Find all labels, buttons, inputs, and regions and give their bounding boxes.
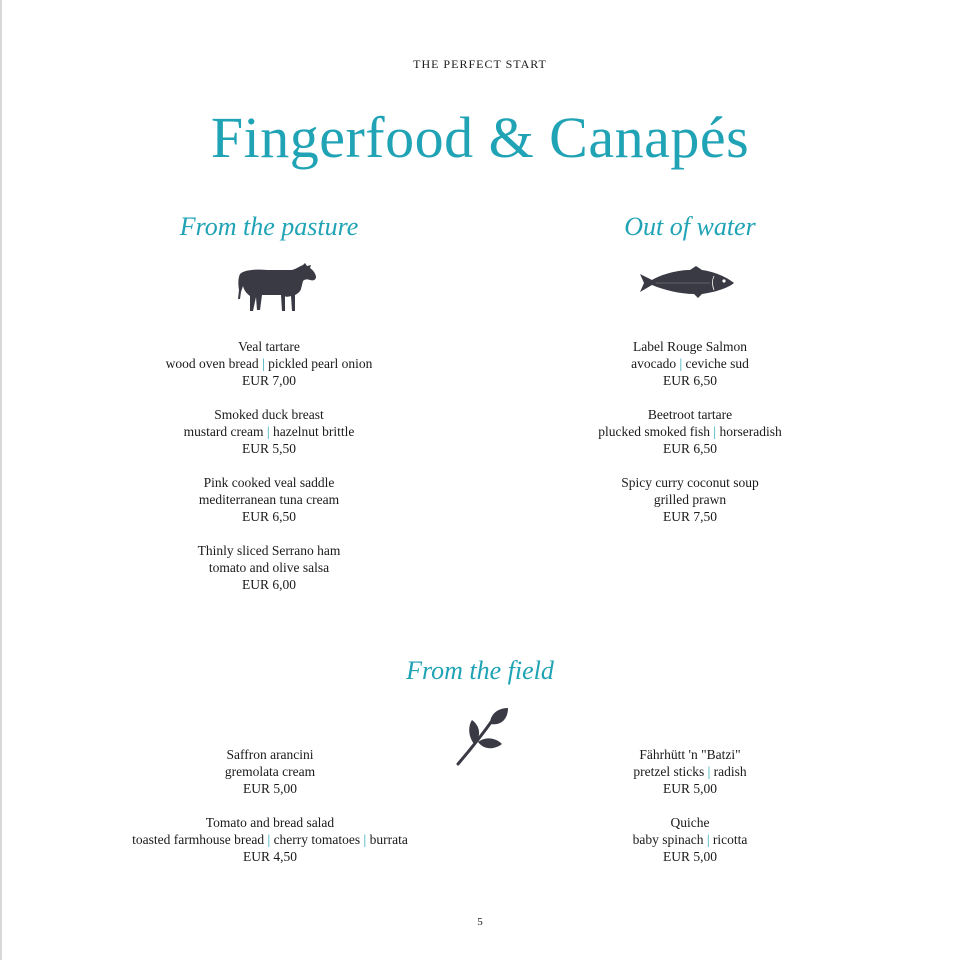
dish-price: EUR 5,00 [243, 781, 297, 796]
dish-side: pretzel sticks [633, 764, 705, 779]
dish-side: cherry tomatoes [273, 832, 361, 847]
dish-item [530, 474, 850, 525]
dish-sides [109, 355, 429, 372]
dish-name: Smoked duck breast [214, 407, 324, 422]
dish-sides [109, 491, 429, 508]
dish-name: Fährhütt 'n "Batzi" [639, 747, 741, 762]
dish-name: Thinly sliced Serrano ham [197, 543, 341, 558]
dish-price: EUR 7,00 [242, 373, 296, 388]
dish-sides [530, 763, 850, 780]
side-separator: | [704, 764, 714, 779]
dish-item [109, 474, 429, 525]
side-separator: | [360, 832, 370, 847]
dish-name: Pink cooked veal saddle [203, 475, 335, 490]
side-separator: | [263, 424, 273, 439]
dish-name: Beetroot tartare [647, 407, 733, 422]
dish-side: avocado [631, 356, 677, 371]
dish-sides [530, 355, 850, 372]
pasture-dish-list [109, 338, 429, 610]
dish-price: EUR 4,50 [243, 849, 297, 864]
side-separator: | [258, 356, 269, 371]
dish-side: grilled prawn [653, 492, 727, 507]
dish-item [109, 406, 429, 457]
dish-side: gremolata cream [224, 764, 316, 779]
dish-side: burrata [369, 832, 408, 847]
dish-side: horseradish [719, 424, 782, 439]
page-number: 5 [477, 916, 483, 928]
dish-sides [109, 559, 429, 576]
dish-side: toasted farmhouse bread [132, 832, 265, 847]
dish-item [530, 338, 850, 389]
dish-side: radish [713, 764, 747, 779]
dish-sides [530, 831, 850, 848]
dish-item [530, 746, 850, 797]
dish-side: ricotta [712, 832, 748, 847]
dish-item [109, 542, 429, 593]
dish-price: EUR 5,50 [242, 441, 296, 456]
dish-item [530, 406, 850, 457]
dish-side: hazelnut brittle [272, 424, 355, 439]
dish-side: plucked smoked fish [598, 424, 711, 439]
side-separator: | [264, 832, 274, 847]
side-separator: | [710, 424, 720, 439]
field-left-dish-list [100, 746, 440, 882]
dish-side: mediterranean tuna cream [198, 492, 340, 507]
dish-side: ceviche sud [685, 356, 749, 371]
section-title-water: Out of water [624, 212, 756, 241]
dish-item [100, 814, 440, 865]
dish-name: Spicy curry coconut soup [621, 475, 759, 490]
section-title-pasture: From the pasture [179, 212, 359, 241]
dish-sides [100, 763, 440, 780]
dish-price: EUR 6,50 [242, 509, 296, 524]
page-title: Fingerfood & Canapés [210, 105, 750, 170]
cow-icon [234, 262, 318, 314]
page-eyebrow: THE PERFECT START [413, 57, 547, 71]
dish-price: EUR 7,50 [663, 509, 717, 524]
dish-side: mustard cream [183, 424, 264, 439]
water-dish-list [530, 338, 850, 542]
dish-sides [530, 423, 850, 440]
dish-name: Veal tartare [238, 339, 300, 354]
dish-name: Tomato and bread salad [205, 815, 335, 830]
fish-icon [638, 264, 736, 302]
dish-price: EUR 6,50 [663, 373, 717, 388]
dish-sides [109, 423, 429, 440]
dish-price: EUR 5,00 [663, 781, 717, 796]
dish-sides [530, 491, 850, 508]
dish-price: EUR 6,00 [242, 577, 296, 592]
dish-price: EUR 6,50 [663, 441, 717, 456]
dish-item [100, 746, 440, 797]
dish-item [530, 814, 850, 865]
field-right-dish-list [530, 746, 850, 882]
dish-name: Quiche [670, 815, 710, 830]
dish-side: tomato and olive salsa [208, 560, 330, 575]
dish-name: Saffron arancini [226, 747, 314, 762]
side-separator: | [676, 356, 686, 371]
dish-side: baby spinach [632, 832, 704, 847]
leaf-icon [452, 706, 512, 768]
dish-side: wood oven bread [165, 356, 259, 371]
dish-item [109, 338, 429, 389]
dish-side: pickled pearl onion [268, 356, 373, 371]
side-separator: | [703, 832, 713, 847]
dish-name: Label Rouge Salmon [633, 339, 747, 354]
dish-price: EUR 5,00 [663, 849, 717, 864]
section-title-field: From the field [406, 656, 554, 685]
dish-sides [100, 831, 440, 848]
